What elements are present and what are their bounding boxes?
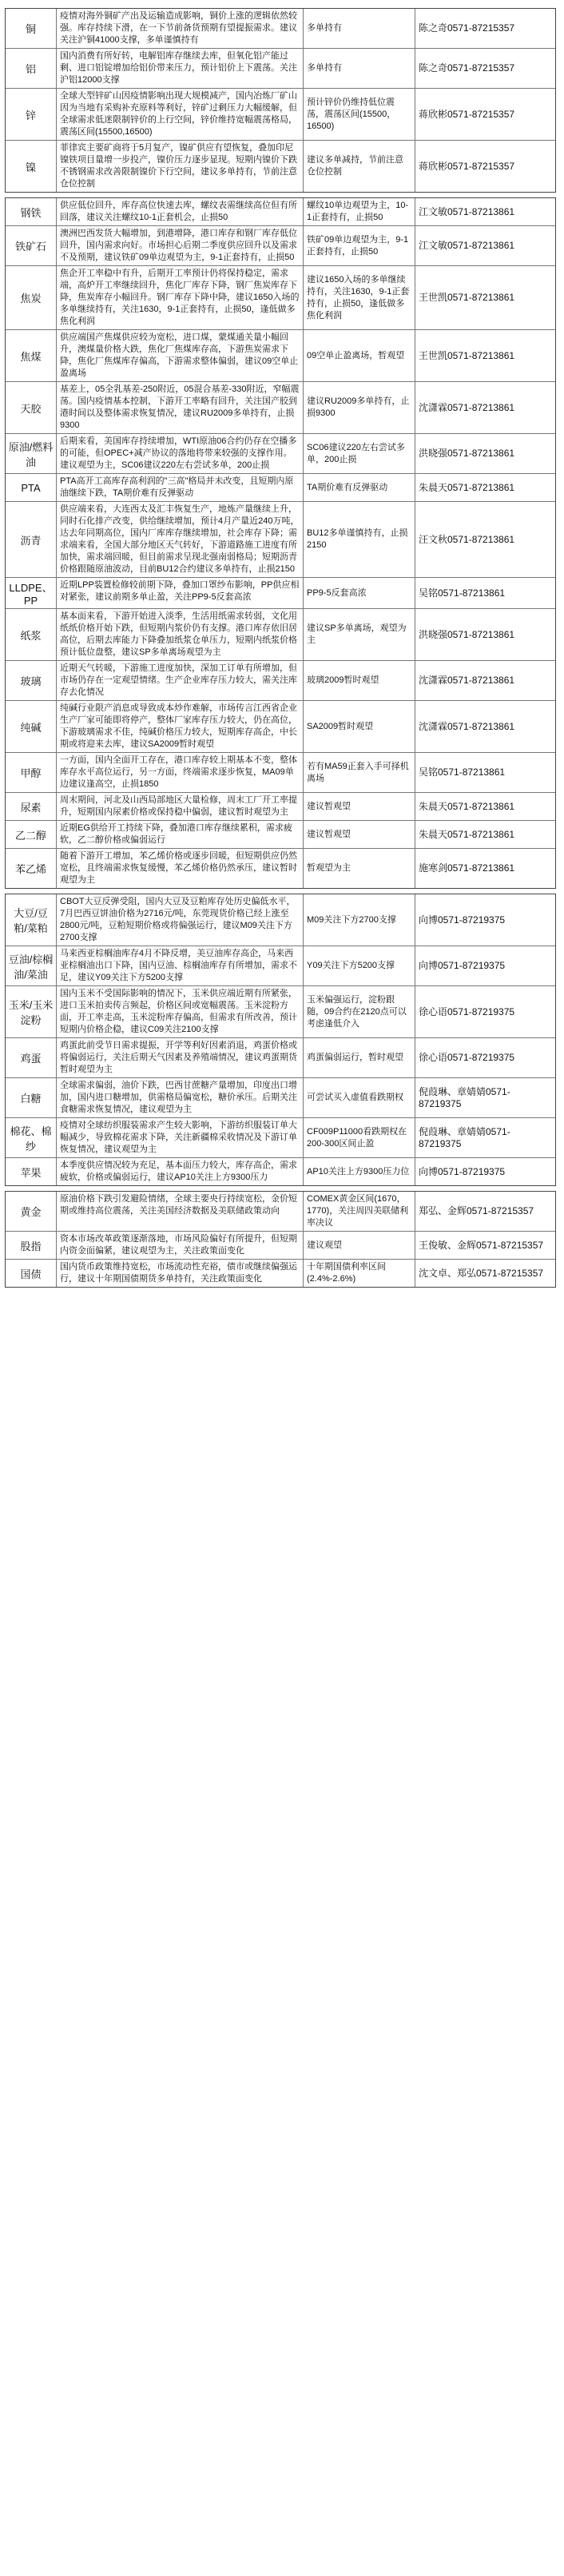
strategy-advice: TA期价难有反弹驱动 <box>304 474 415 501</box>
strategy-advice: AP10关注上方9300压力位 <box>304 1158 415 1185</box>
table-row <box>6 226 555 266</box>
commodity-name: 玻璃 <box>6 661 57 700</box>
strategy-advice: 玻璃2009暂时观望 <box>304 661 415 700</box>
analyst-contact: 沈潇霖0571-87213861 <box>419 401 515 413</box>
commodity-name: 大豆/豆粕/菜粕 <box>6 894 57 946</box>
table-row <box>6 578 555 609</box>
analyst-contact: 朱晨天0571-87213861 <box>419 481 515 493</box>
table-row <box>6 330 555 382</box>
analyst-contact: 朱晨天0571-87213861 <box>419 800 515 812</box>
analyst-contact: 倪葭琳、章婧婧0571-87219375 <box>419 1125 510 1149</box>
strategy-advice: 建议1650入场的多单继续持有，关注1630，9-1正套持有，止损50，逢低做多焦化利润 <box>304 266 415 329</box>
analyst-contact: 向博0571-87219375 <box>419 914 506 926</box>
commodity-name: 尿素 <box>6 793 57 820</box>
market-analysis: 菲律宾主要矿商将于5月复产，镍矿供应有望恢复，叠加印尼镍铁项目量增一步投产，镍价压力逐步显现。短期内镍价下跌不锈钢需求改善限制镍价下行空间，建议多单持有，节前注意仓位控制 <box>57 141 304 192</box>
analyst-contact: 洪晓强0571-87213861 <box>419 448 515 459</box>
strategy-advice: 螺纹10单边观望为主，10-1正套持有，止损50 <box>304 198 415 225</box>
commodity-name: 沥青 <box>6 502 57 577</box>
strategy-advice: 若有MA59正套入手可择机离场 <box>304 753 415 792</box>
table-row <box>6 1260 555 1288</box>
table-section <box>5 1191 556 1288</box>
commodity-name: 纯碱 <box>6 701 57 752</box>
strategy-advice: 建议RU2009多单持有，止损9300 <box>304 382 415 433</box>
market-analysis: 供应端国产焦煤供应较为宽松，进口煤，蒙煤通关量小幅回升，澳煤量价格大跌，焦化厂焦煤库存高，下游焦炭需求下降，焦化厂焦煤库存偏高，下游需求整体偏弱，建议09空单止盈离场 <box>57 330 304 381</box>
strategy-advice: 多单持有 <box>304 49 415 88</box>
commodity-name: 铁矿石 <box>6 226 57 265</box>
market-analysis: 澳洲巴西发货大幅增加，到港增降，港口库存和钢厂库存低位回升，国内需求向好。市场担心后期二季度供应回升以及需求不及预期，建议铁矿09单边观望为主，9-1正套持有，止损50 <box>57 226 304 265</box>
commodity-name: 股指 <box>6 1232 57 1259</box>
commodity-name: 焦煤 <box>6 330 57 381</box>
market-analysis: 本季度供应情况较为充足，基本面压力较大，库存高企，需求疲软，价格或偏弱运行，建议AP10关注上方9300压力 <box>57 1158 304 1185</box>
analyst-contact: 郑弘、金辉0571-87215357 <box>419 1205 534 1216</box>
commodity-name: 国债 <box>6 1260 57 1287</box>
analyst-contact: 沈潇霖0571-87213861 <box>419 675 515 686</box>
strategy-advice: M09关注下方2700支撑 <box>304 894 415 946</box>
commodity-name: 黄金 <box>6 1192 57 1231</box>
table-row <box>6 821 555 849</box>
table-row <box>6 1192 555 1232</box>
table-row <box>6 894 555 946</box>
analyst-contact: 陈之奇0571-87215357 <box>419 62 515 74</box>
commodity-name: LLDPE、PP <box>6 578 57 608</box>
commodity-name: 纸浆 <box>6 609 57 660</box>
market-analysis: 全球大型锌矿山因疫情影响出现大规模减产，国内冶炼厂矿山因为当地有采购补充原料等利好，锌矿过剩压力大幅缓解，但全球需求低迷限制锌价的上行空间，锌价维持宽幅震荡格局，震荡区间(15500,16500) <box>57 89 304 140</box>
commodity-name: 豆油/棕榈油/菜油 <box>6 946 57 985</box>
strategy-advice: 十年期国债利率区间(2.4%-2.6%) <box>304 1260 415 1287</box>
commodity-name: 铜 <box>6 9 57 48</box>
table-row <box>6 1118 555 1158</box>
table-row <box>6 753 555 793</box>
analyst-contact: 徐心语0571-87219375 <box>419 1005 515 1017</box>
market-analysis: 鸡蛋此前受节日需求提振，开学等利好因素消退，鸡蛋价格或将偏弱运行，关注后期天气因素及养殖端情况，建议鸡蛋期货暂时观望为主 <box>57 1038 304 1077</box>
commodity-name: 鸡蛋 <box>6 1038 57 1077</box>
commodity-name: 锌 <box>6 89 57 140</box>
analyst-contact: 沈文卓、郑弘0571-87215357 <box>419 1267 544 1279</box>
table-row <box>6 141 555 193</box>
analyst-contact: 向博0571-87219375 <box>419 1165 506 1177</box>
market-analysis: 疫情对全球纺织服装需求产生较大影响，下游纺织服装订单大幅减少，导致棉花需求下降，关注新疆棉采收情况及下游订单恢复情况，建议观望为主 <box>57 1118 304 1157</box>
market-analysis: 国内货币政策维持宽松，市场流动性充裕，债市或继续偏强运行，建议十年期国债期货多单持有，关注政策面变化 <box>57 1260 304 1287</box>
commodity-name: PTA <box>6 474 57 501</box>
analyst-contact: 施寒剑0571-87213861 <box>419 862 515 874</box>
table-row <box>6 266 555 330</box>
market-analysis: 供应低位回升，库存高位快速去库，螺纹表需继续高位但有所回落，建议关注螺纹10-1正套机会，止损50 <box>57 198 304 225</box>
strategy-advice: Y09关注下方5200支撑 <box>304 946 415 985</box>
market-analysis: 一方面，国内全面开工存在，港口库存较上期基本不变，整体库存水平高位运行，另一方面，终端需求逐步恢复，MA09单边建议逢高空，止损1850 <box>57 753 304 792</box>
market-analysis: 后期来看，美国库存持续增加，WTI原油06合约仍存在空播多的可能，但OPEC+减产协议的落地将带来较强的支撑作用。建议观望为主，SC06建议220左右尝试多单，200止损 <box>57 434 304 473</box>
commodity-name: 原油/燃料油 <box>6 434 57 473</box>
table-row <box>6 49 555 89</box>
table-row <box>6 793 555 821</box>
analyst-contact: 沈潇霖0571-87213861 <box>419 720 515 732</box>
commodity-name: 苯乙烯 <box>6 849 57 888</box>
table-row <box>6 1078 555 1118</box>
market-analysis: 原油价格下跌引发避险情绪，全球主要央行持续宽松，金价短期或维持高位震荡，关注美国经济数据及美联储政策动向 <box>57 1192 304 1231</box>
market-analysis: 马来西亚棕榈油库存4月不降反增，美豆油库存高企，马来西亚棕榈油出口下降，国内豆油、棕榈油库存有所增加，需求不足，建议Y09关注下方5200支撑 <box>57 946 304 985</box>
table-section <box>5 894 556 1186</box>
analyst-contact: 蒋欣彬0571-87215357 <box>419 108 515 120</box>
table-row <box>6 89 555 141</box>
commodity-name: 棉花、棉纱 <box>6 1118 57 1157</box>
strategy-advice: 建议暂观望 <box>304 821 415 848</box>
strategy-advice: 建议多单减持，节前注意仓位控制 <box>304 141 415 192</box>
analyst-contact: 徐心语0571-87219375 <box>419 1052 515 1063</box>
market-analysis: 国内消费有所好转，电解铝库存继续去库，但氧化铝产能过剩、进口铝锭增加给铝价带来压力，预计铝价上下震荡。关注沪铝12000支撑 <box>57 49 304 88</box>
strategy-advice: 铁矿09单边观望为主，9-1正套持有，止损50 <box>304 226 415 265</box>
table-row <box>6 701 555 753</box>
strategy-table <box>5 0 556 1288</box>
market-analysis: 资本市场改革政策逐渐落地，市场风险偏好有所提升，但短期内资金面偏紧，建议观望为主，关注政策面变化 <box>57 1232 304 1259</box>
table-row <box>6 609 555 661</box>
market-analysis: 供应端来看，大连西太及汇丰恢复生产，地炼产量继续上升，同时石化排产改变，供给继续增加，预计4月产量近240万吨，达去年同期高位，国内厂库库存继续增加，社会库存下降；需求端来看，全国大部分地区天气转好，下游道路施工进度有所加快，需求端回暖，但目前需求呈现北强南弱格局；短期沥青价格跟随原油波动，目前BU12合约建议多单持有，止损2150 <box>57 502 304 577</box>
analyst-contact: 王俊敏、金辉0571-87215357 <box>419 1239 544 1251</box>
table-row <box>6 198 555 226</box>
market-analysis: CBOT大豆反弹受阻，国内大豆及豆粕库存处历史偏低水平，7月巴西豆饼油价格为2716元/吨，东莞现货价格已经上涨至2800元/吨，豆粕短期价格或将偏强运行，建议M09关注下方2700支撑 <box>57 894 304 946</box>
commodity-name: 玉米/玉米淀粉 <box>6 986 57 1037</box>
commodity-name: 镍 <box>6 141 57 192</box>
strategy-advice: SA2009暂时观望 <box>304 701 415 752</box>
analyst-contact: 朱晨天0571-87213861 <box>419 828 515 840</box>
strategy-advice: PP9-5反套高浓 <box>304 578 415 608</box>
commodity-name: 苹果 <box>6 1158 57 1185</box>
analyst-contact: 江文敏0571-87213861 <box>419 205 515 217</box>
table-row <box>6 1232 555 1260</box>
table-row <box>6 1158 555 1186</box>
market-analysis: PTA高开工高库存高利润的"三高"格局并未改变，且短期内原油继续下跌，TA期价难有反弹驱动 <box>57 474 304 501</box>
commodity-name: 乙二醇 <box>6 821 57 848</box>
strategy-advice: 建议暂观望 <box>304 793 415 820</box>
commodity-name: 铝 <box>6 49 57 88</box>
market-analysis: 周末期间，河北及山西局部地区大量检修，周末工厂开工率提升，短期国内尿素价格或保持稳中偏弱，建议暂时观望为主 <box>57 793 304 820</box>
analyst-contact: 汪文秋0571-87213861 <box>419 533 515 545</box>
table-section <box>5 197 556 889</box>
table-row <box>6 1038 555 1078</box>
analyst-contact: 洪晓强0571-87213861 <box>419 628 515 640</box>
table-row <box>6 661 555 701</box>
strategy-advice: 09空单止盈离场，暂观望 <box>304 330 415 381</box>
analyst-contact: 吴铭0571-87213861 <box>419 766 506 778</box>
strategy-advice: 预计锌价仍维持低位震荡，震荡区间(15500，16500) <box>304 89 415 140</box>
analyst-contact: 陈之奇0571-87215357 <box>419 22 515 34</box>
analyst-contact: 王世凯0571-87213861 <box>419 349 515 361</box>
analyst-contact: 向博0571-87219375 <box>419 960 506 971</box>
commodity-name: 钢铁 <box>6 198 57 225</box>
table-row <box>6 9 555 49</box>
commodity-name: 甲醇 <box>6 753 57 792</box>
table-row <box>6 474 555 502</box>
table-row <box>6 382 555 434</box>
analyst-contact: 吴铭0571-87213861 <box>419 587 506 599</box>
market-analysis: 国内玉米不受国际影响的情况下，玉米供应端近期有所紧张，进口玉米拍卖传言频起，价格区间或宽幅震荡。玉米淀粉方面，开工率走高，玉米淀粉库存偏高，但需求有所改善，预计短期内价格企稳，建议C09关注2100支撑 <box>57 986 304 1037</box>
strategy-advice: BU12多单谨慎持有，止损2150 <box>304 502 415 577</box>
strategy-advice: COMEX黄金区间(1670，1770)，关注周四美联储利率决议 <box>304 1192 415 1231</box>
strategy-advice: 暂观望为主 <box>304 849 415 888</box>
strategy-advice: 建议SP多单离场，观望为主 <box>304 609 415 660</box>
table-row <box>6 946 555 986</box>
table-section <box>5 8 556 193</box>
strategy-advice: 多单持有 <box>304 9 415 48</box>
strategy-advice: SC06建议220左右尝试多单，200止损 <box>304 434 415 473</box>
table-row <box>6 502 555 578</box>
strategy-advice: 玉米偏强运行，淀粉跟随，09合约在2120点可以考虑逢低介入 <box>304 986 415 1037</box>
strategy-advice: 建议观望 <box>304 1232 415 1259</box>
analyst-contact: 江文敏0571-87213861 <box>419 240 515 251</box>
market-analysis: 近期EG供给开工持续下降，叠加港口库存继续累积，需求疲软，乙二醇价格或偏弱运行 <box>57 821 304 848</box>
analyst-contact: 倪葭琳、章婧婧0571-87219375 <box>419 1085 510 1109</box>
strategy-advice: CF009P11000看跌期权在200-300区间止盈 <box>304 1118 415 1157</box>
table-row <box>6 434 555 474</box>
market-analysis: 随着下游开工增加，苯乙烯价格或逐步回暖，但短期供应仍然宽松，且终端需求恢复缓慢，苯乙烯价格仍然承压，建议暂时观望为主 <box>57 849 304 888</box>
strategy-advice: 鸡蛋偏弱运行，暂时观望 <box>304 1038 415 1077</box>
commodity-name: 白糖 <box>6 1078 57 1117</box>
analyst-contact: 王世凯0571-87213861 <box>419 292 515 303</box>
market-analysis: 基差上，05全乳基差-250附近，05混合基差-330附近，窄幅震荡。国内疫情基本控制，下游开工率略有回升，关注国产胶到港时间以及整体需求恢复情况，建议RU2009多单持有，止损9300 <box>57 382 304 433</box>
table-row <box>6 986 555 1038</box>
market-analysis: 近期天气转暖，下游施工进度加快，深加工订单有所增加，但市场仍存在一定观望情绪。生产企业库存压力较大，需关注库存去化情况 <box>57 661 304 700</box>
table-row <box>6 849 555 889</box>
market-analysis: 纯碱行业限产消息或导致成本炒作难解，市场传言江西省企业生产厂家可能即将停产，整体厂家库存压力较大，仍在高位，下游玻璃需求不佳，纯碱价格压力较大，短期库存高企，中长期或将迎来去库，建议SA2009暂时观望 <box>57 701 304 752</box>
market-analysis: 全球需求偏弱，油价下跌，巴西甘蔗糖产量增加，印度出口增加，国内进口糖增加，供需格局偏宽松，糖价承压。后期关注食糖需求恢复情况，建议观望为主 <box>57 1078 304 1117</box>
market-analysis: 基本面来看，下游开始进入淡季，生活用纸需求转弱，文化用纸纸价格开始下跌，但短期内浆价仍有支撑。港口库存依旧居高位，后期去库能力下降叠加纸浆仓单压力，短期内纸浆价格预计低位盘整，建议SP多单离场观望为主 <box>57 609 304 660</box>
commodity-name: 焦炭 <box>6 266 57 329</box>
strategy-advice: 可尝试买入虚值看跌期权 <box>304 1078 415 1117</box>
market-analysis: 焦企开工率稳中有升，后期开工率预计仍将保持稳定，需求端，高炉开工率继续回升，焦化厂库存下降，钢厂焦炭库存下降，焦炭库存小幅回升。钢厂库存下降中降，建议1650入场的多单继续持有，关注1630，9-1正套持有，止损50，逢低做多焦化利润 <box>57 266 304 329</box>
analyst-contact: 蒋欣彬0571-87215357 <box>419 160 515 172</box>
market-analysis: 疫情对海外铜矿产出及运输造成影响，铜价上涨的逻辑依然较强。库存持续下滑，在一下节前备货预期有望提振需求。建议关注沪铜41000支撑，多单谨慎持有 <box>57 9 304 48</box>
market-analysis: 近期LPP装置检修较前期下降，叠加口罩纱布影响，PP供应相对紧张，建议前期多单止盈，关注PP9-5反套高浓 <box>57 578 304 608</box>
commodity-name: 天胶 <box>6 382 57 433</box>
